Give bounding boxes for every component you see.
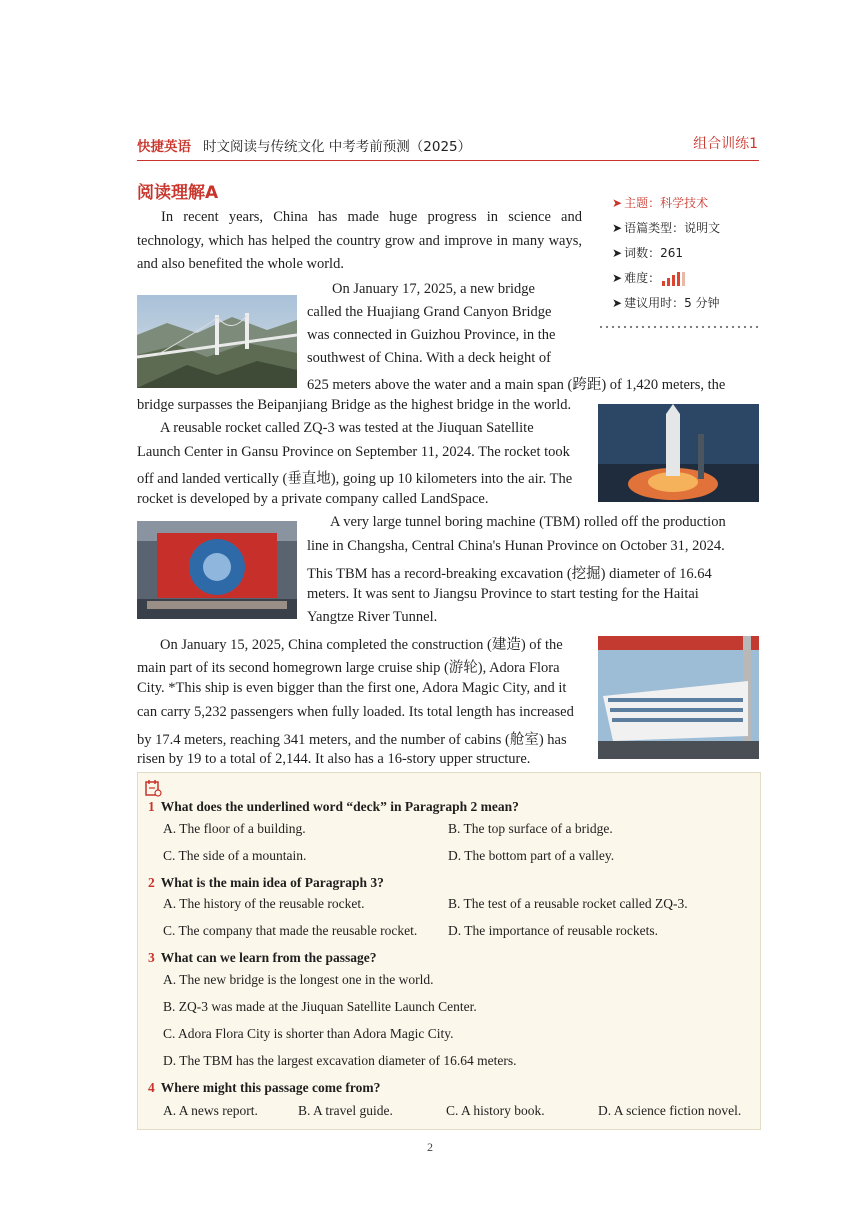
info-difficulty: ➤ 难度： — [612, 269, 687, 286]
q1-option-a[interactable]: A. The floor of a building. — [163, 821, 306, 836]
p3-line: off and landed vertically (垂直地), going up 10 kilometers into the air. The — [137, 471, 573, 487]
questions-panel — [137, 772, 761, 1130]
p2-line: called the Huajiang Grand Canyon Bridge — [307, 304, 552, 320]
info-word-count: ➤ 词数：261 — [612, 246, 683, 260]
p4-line: Yangtze River Tunnel. — [307, 609, 438, 625]
arrow-icon: ➤ — [612, 221, 623, 235]
info-genre: ➤ 语篇类型：说明文 — [612, 221, 721, 235]
rocket-photo — [598, 404, 759, 502]
paragraph-1: In recent years, China has made huge progress in science and technology, which has helped the country grow and improve in many ways, and also benefited the whole world. — [137, 209, 582, 272]
p4-line: This TBM has a record-breaking excavation (挖掘) diameter of 16.64 — [307, 566, 712, 582]
p2-line: 625 meters above the water and a main span (跨距) of 1,420 meters, the — [307, 377, 726, 393]
unit-label: 组合训练1 — [693, 136, 758, 152]
q4-option-a[interactable]: A. A news report. — [163, 1103, 258, 1118]
info-time: ➤ 建议用时：5 分钟 — [612, 296, 720, 310]
q4-option-d[interactable]: D. A science fiction novel. — [598, 1103, 742, 1118]
section-title: 阅读理解A — [137, 183, 219, 203]
q2-option-c[interactable]: C. The company that made the reusable rocket. — [163, 923, 418, 938]
p3-line: rocket is developed by a private company called LandSpace. — [137, 491, 489, 507]
arrow-icon: ➤ — [612, 246, 623, 260]
q4-option-b[interactable]: B. A travel guide. — [298, 1103, 393, 1118]
p5-line: main part of its second homegrown large cruise ship (游轮), Adora Flora — [137, 660, 560, 676]
header-divider — [137, 160, 759, 161]
q4-option-c[interactable]: C. A history book. — [446, 1103, 545, 1118]
book-subtitle: 时文阅读与传统文化 中考考前预测（2025） — [203, 139, 472, 155]
p5-line: can carry 5,232 passengers when fully loaded. Its total length has increased — [137, 704, 574, 720]
bridge-photo — [137, 295, 297, 388]
p2-line: was connected in Guizhou Province, in the — [307, 327, 556, 343]
p2-line: On January 17, 2025, a new bridge — [332, 281, 535, 297]
page-header — [137, 135, 471, 155]
arrow-icon: ➤ — [612, 271, 623, 285]
p5-line: by 17.4 meters, reaching 341 meters, and the number of cabins (舱室) has — [137, 732, 567, 748]
q2-option-b[interactable]: B. The test of a reusable rocket called ZQ-3. — [448, 896, 688, 911]
p5-line: City. *This ship is even bigger than the first one, Adora Magic City, and it — [137, 680, 567, 696]
p5-line: risen by 19 to a total of 2,144. It also has a 16-story upper structure. — [137, 751, 531, 767]
info-topic: ➤ 主题：科学技术 — [612, 196, 709, 210]
brand-label: 快捷英语 — [137, 139, 191, 155]
q2-option-d[interactable]: D. The importance of reusable rockets. — [448, 923, 659, 938]
p5-line: On January 15, 2025, China completed the construction (建造) of the — [160, 637, 563, 653]
question-1: 1 What does the underlined word “deck” in Paragraph 2 mean? — [148, 799, 519, 814]
q2-option-a[interactable]: A. The history of the reusable rocket. — [163, 896, 365, 911]
p2-line: southwest of China. With a deck height of — [307, 350, 551, 366]
dotted-divider — [598, 324, 760, 330]
page-number: 2 — [427, 1140, 433, 1154]
arrow-icon: ➤ — [612, 296, 623, 310]
p4-line: meters. It was sent to Jiangsu Province to start testing for the Haitai — [307, 586, 699, 602]
question-3: 3 What can we learn from the passage? — [148, 950, 377, 965]
tbm-photo — [137, 521, 297, 619]
question-4: 4 Where might this passage come from? — [148, 1080, 381, 1095]
difficulty-bars — [662, 272, 687, 286]
p4-line: line in Changsha, Central China's Hunan Province on October 31, 2024. — [307, 538, 725, 554]
q1-option-b[interactable]: B. The top surface of a bridge. — [448, 821, 613, 836]
q1-option-c[interactable]: C. The side of a mountain. — [163, 848, 307, 863]
p2-line: bridge surpasses the Beipanjiang Bridge as the highest bridge in the world. — [137, 397, 572, 413]
q1-option-d[interactable]: D. The bottom part of a valley. — [448, 848, 615, 863]
arrow-icon: ➤ — [612, 196, 623, 210]
p3-line: Launch Center in Gansu Province on September 11, 2024. The rocket took — [137, 444, 570, 460]
q3-option-b[interactable]: B. ZQ-3 was made at the Jiuquan Satellite Launch Center. — [163, 999, 477, 1014]
q3-option-d[interactable]: D. The TBM has the largest excavation diameter of 16.64 meters. — [163, 1053, 517, 1068]
question-2: 2 What is the main idea of Paragraph 3? — [148, 875, 384, 890]
info-box — [598, 190, 760, 340]
p3-line: A reusable rocket called ZQ-3 was tested at the Jiuquan Satellite — [160, 420, 534, 436]
q3-option-a[interactable]: A. The new bridge is the longest one in the world. — [163, 972, 434, 987]
cruise-ship-photo — [598, 636, 759, 759]
p4-line: A very large tunnel boring machine (TBM) rolled off the production — [330, 514, 726, 530]
q3-option-c[interactable]: C. Adora Flora City is shorter than Adora Magic City. — [163, 1026, 454, 1041]
